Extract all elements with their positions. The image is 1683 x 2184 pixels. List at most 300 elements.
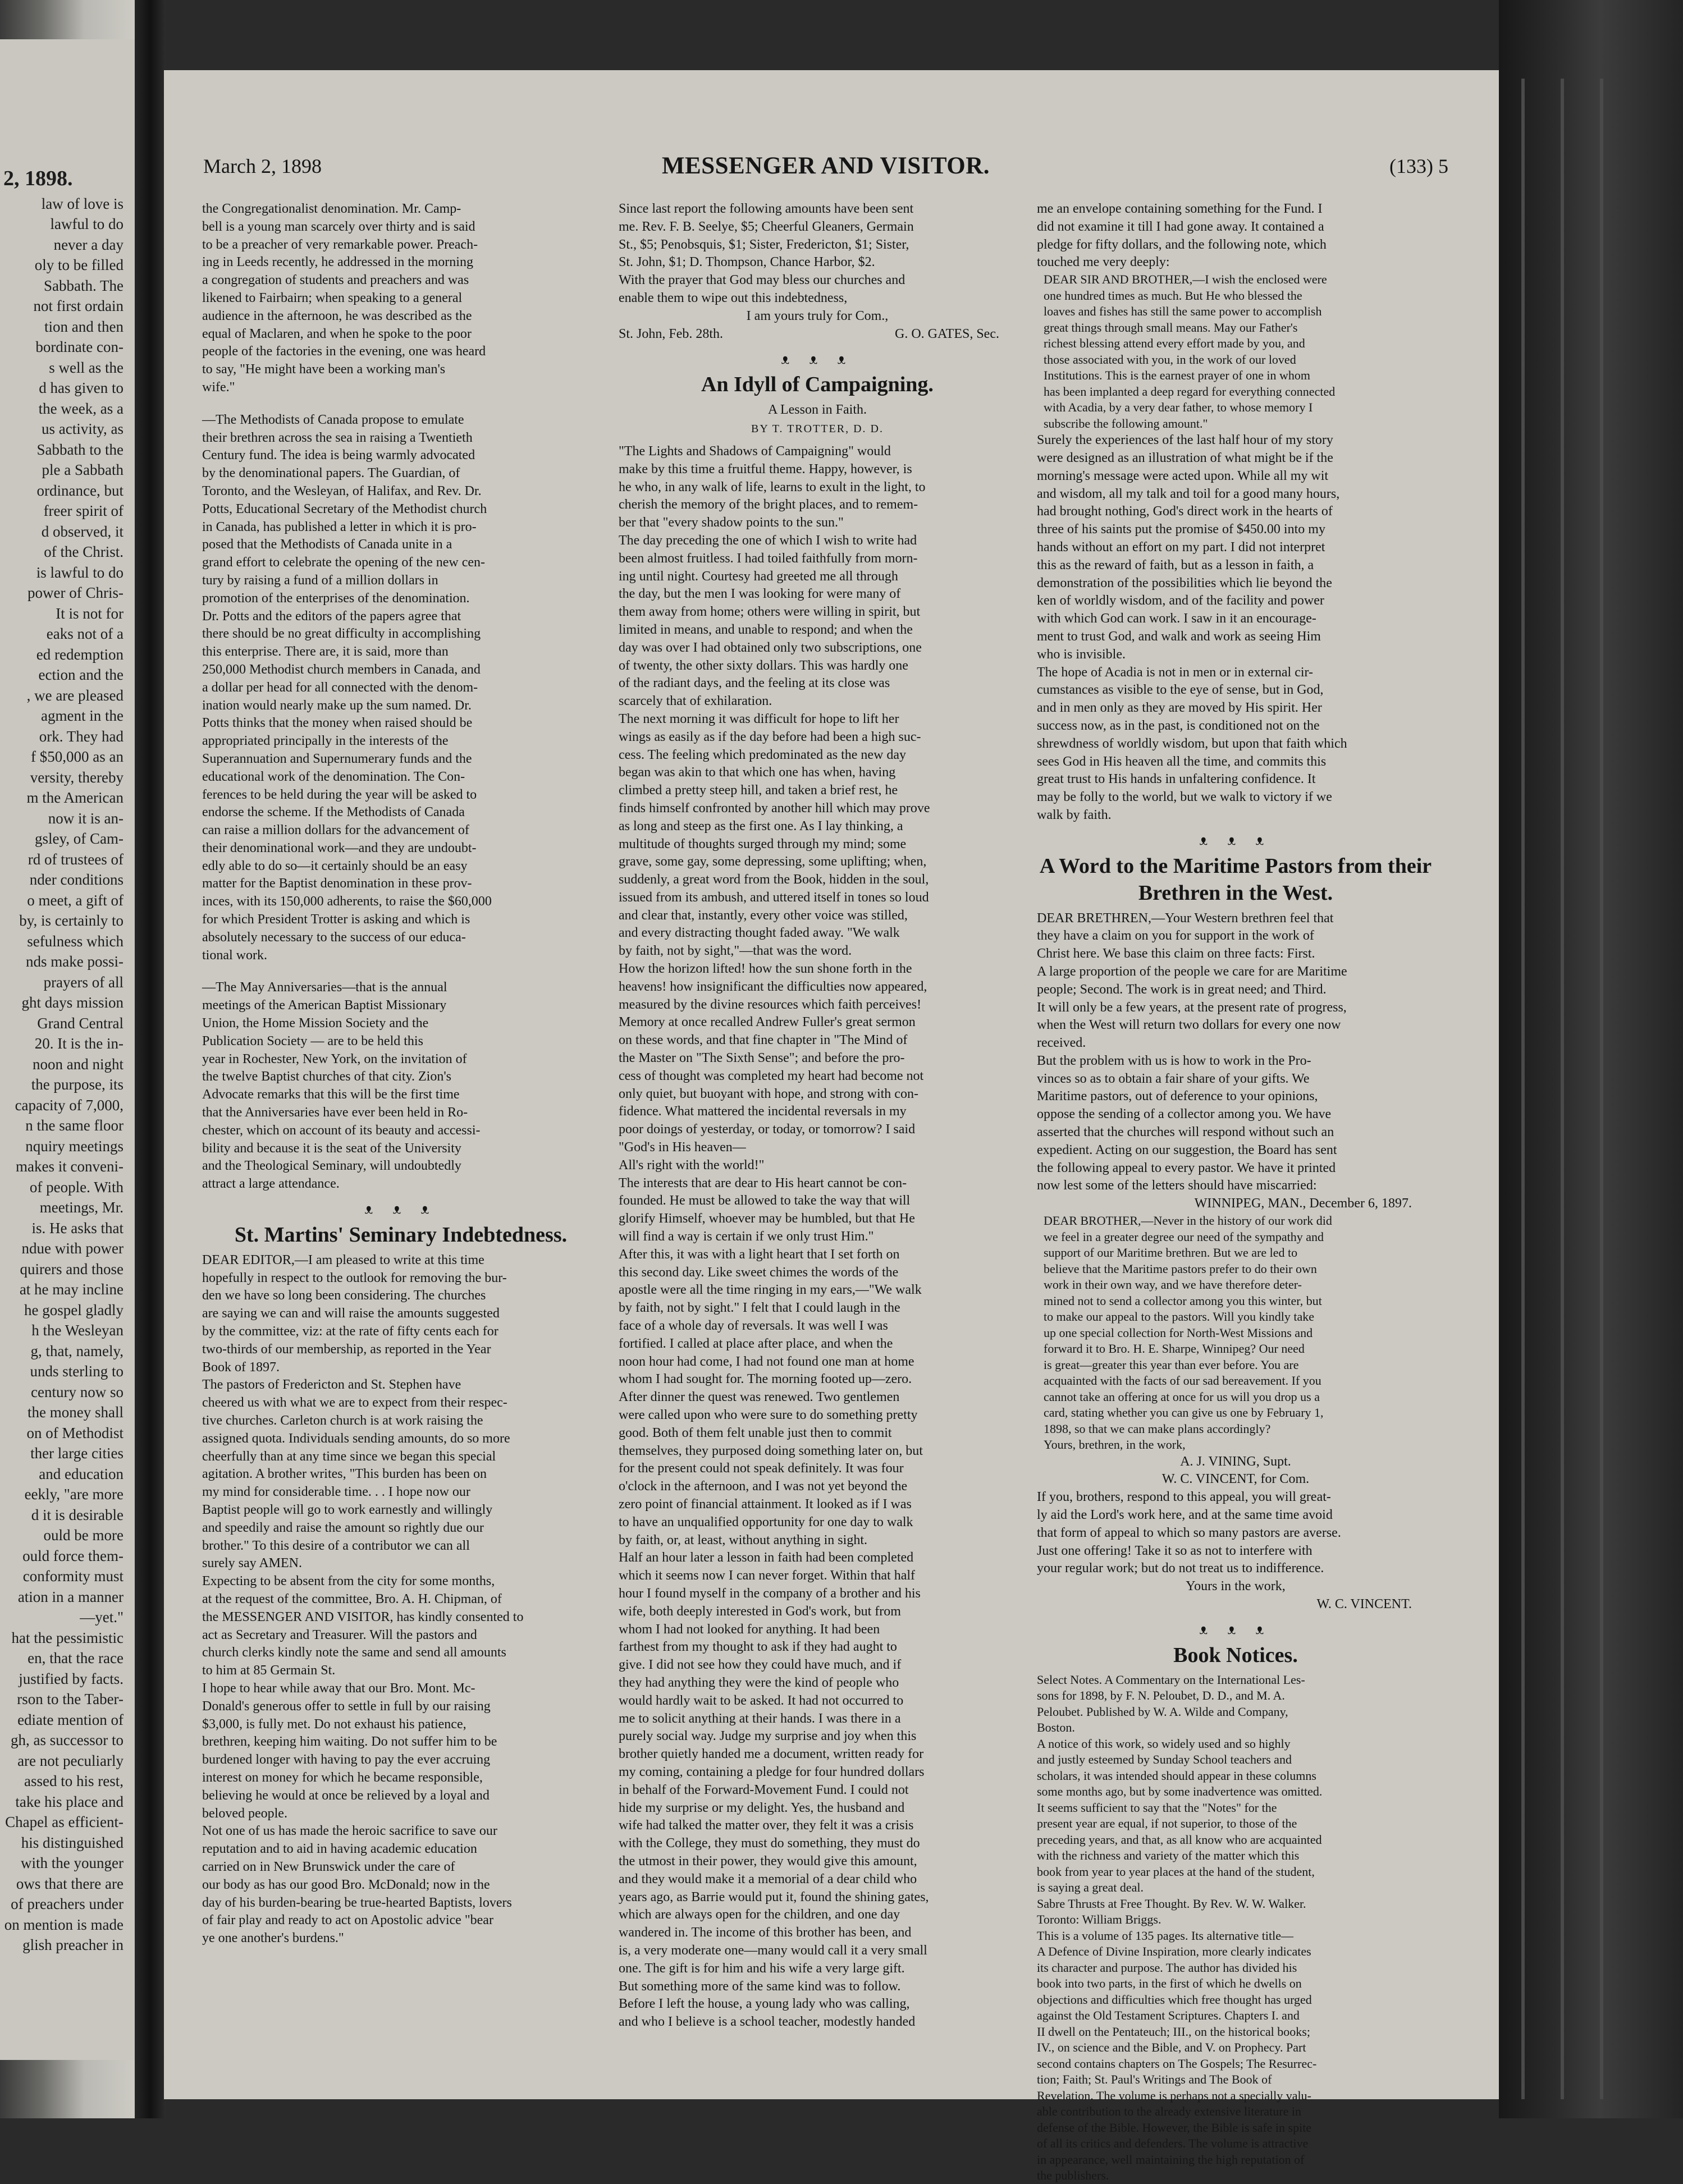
- column-2: [619, 200, 1016, 2031]
- text-line: book into two parts, in the first of which he dwells on: [1037, 1976, 1302, 1991]
- text-line: of fair play and ready to act on Apostolic advice "bear: [202, 1913, 493, 1928]
- previous-page-line: of people. With: [29, 1178, 124, 1196]
- text-line: The day preceding the one of which I wish to write had: [619, 533, 917, 548]
- article-west-continued: [1037, 1489, 1434, 1578]
- text-line: Potts, Educational Secretary of the Methodist church: [202, 501, 487, 516]
- previous-page-line: on of Methodist: [26, 1424, 124, 1441]
- previous-page-line: assed to his rest,: [24, 1773, 124, 1789]
- text-line: pledge for fifty dollars, and the following note, which: [1037, 237, 1327, 252]
- text-line: scarcely that of exhilaration.: [619, 694, 772, 709]
- text-line: those associated with you, in the work of our loved: [1044, 352, 1296, 367]
- masthead: [203, 154, 1448, 188]
- text-line: 250,000 Methodist church members in Canada, and: [202, 662, 481, 677]
- text-line: is saying a great deal.: [1037, 1880, 1144, 1895]
- text-line: ber that "every shadow points to the sun.": [619, 515, 844, 530]
- previous-page-line: power of Chris-: [28, 584, 124, 601]
- text-line: believing he would at once be relieved by a loyal and: [202, 1788, 490, 1803]
- text-line: some months ago, but by some inadvertence was omitted.: [1037, 1784, 1323, 1799]
- text-line: Select Notes. A Commentary on the International Les-: [1037, 1672, 1305, 1687]
- text-line: measured by the divine resources which faith perceives!: [619, 997, 922, 1012]
- text-line: the following appeal to every pastor. We have it printed: [1037, 1160, 1336, 1175]
- text-line: fidence. What mattered the incidental reversals in my: [619, 1104, 907, 1119]
- text-line: believe that the Maritime pastors prefer to do their own: [1044, 1261, 1317, 1276]
- idyll-ending: [1037, 200, 1434, 272]
- text-line: to make our appeal to the pastors. Will you kindly take: [1044, 1310, 1314, 1324]
- previous-page-line: ould force them-: [22, 1547, 124, 1564]
- previous-page-line: bordinate con-: [35, 338, 124, 355]
- text-line: matter for the Baptist denomination in these prov-: [202, 876, 472, 891]
- text-line: audience in the afternoon, he was described as the: [202, 308, 472, 323]
- text-line: its character and purpose. The author has divided his: [1037, 1960, 1297, 1975]
- text-line: equal of Maclaren, and when he spoke to the poor: [202, 326, 472, 341]
- section-ornament: ᴥ ᴥ ᴥ: [781, 350, 854, 368]
- text-line: is great—greater this year than ever before. You are: [1044, 1357, 1299, 1372]
- article-anniversaries: [202, 979, 600, 1193]
- text-line: they have a claim on you for support in the work of: [1037, 928, 1314, 944]
- previous-page-line: d it is desirable: [31, 1506, 124, 1523]
- text-line: as long and steep as the first one. As I lay thinking, a: [619, 818, 903, 834]
- text-line: Yours, brethren, in the work,: [1044, 1437, 1186, 1452]
- previous-page-line: unds sterling to: [30, 1363, 124, 1380]
- text-line: face of a whole day of reversals. It was well I was: [619, 1318, 888, 1334]
- previous-page-line: gh, as successor to: [11, 1732, 124, 1748]
- text-line: did not examine it till I had gone away. It contained a: [1037, 219, 1324, 234]
- text-line: Maritime pastors, out of deference to your opinions,: [1037, 1089, 1318, 1104]
- text-line: a dollar per head for all connected with the denom-: [202, 680, 478, 695]
- text-line: ken of worldly wisdom, and of the facility and power: [1037, 593, 1324, 608]
- text-line: founded. He must be allowed to take the way that will: [619, 1193, 911, 1208]
- previous-page-line: ation in a manner: [17, 1588, 124, 1605]
- text-line: and speedily and raise the amount so rightly due our: [202, 1520, 484, 1535]
- text-line: But the problem with us is how to work in the Pro-: [1037, 1053, 1311, 1068]
- text-line: up one special collection for North-West Missions and: [1044, 1325, 1313, 1340]
- text-line: Peloubet. Published by W. A. Wilde and Company,: [1037, 1704, 1288, 1719]
- text-line: church clerks kindly note the same and send all amounts: [202, 1645, 506, 1660]
- text-line: issued from its ambush, and uttered itself in tones so loud: [619, 890, 929, 905]
- text-line: and they would make it a memorial of a dear child who: [619, 1871, 917, 1887]
- previous-page-line: of the Christ.: [44, 543, 124, 560]
- text-line: richest blessing attend every effort made by you, and: [1044, 336, 1305, 351]
- text-line: But something more of the same kind was to follow.: [619, 1979, 901, 1994]
- text-line: grave, some gay, some depressing, some uplifting; when,: [619, 854, 927, 869]
- previous-page-line: o meet, a gift of: [27, 891, 124, 909]
- article-idyll: [619, 443, 1016, 1139]
- byline: BY T. TROTTER, D. D.: [751, 423, 884, 436]
- text-line: were designed as an illustration of what might be if the: [1037, 450, 1333, 465]
- text-line: able contribution to the already extensive literature in: [1037, 2104, 1301, 2119]
- text-line: hands without an effort on my part. I did not interpret: [1037, 539, 1325, 555]
- text-line: poor doings of yesterday, or today, or tomorrow? I said: [619, 1122, 916, 1137]
- text-line: give. I did not see how they could have much, and if: [619, 1658, 902, 1673]
- text-line: preceding years, and that, as all know who are acquainted: [1037, 1832, 1322, 1847]
- previous-page-line: ple a Sabbath: [42, 461, 124, 478]
- text-line: purely social way. Judge my surprise and joy when this: [619, 1729, 917, 1744]
- text-line: cheered us with what we are to expect from their respec-: [202, 1395, 507, 1411]
- text-line: success now, as in the past, is conditioned not on the: [1037, 718, 1320, 733]
- text-line: A large proportion of the people we care for are Maritime: [1037, 964, 1347, 979]
- text-line: tury by raising a fund of a million dollars in: [202, 573, 438, 588]
- text-line: beloved people.: [202, 1806, 287, 1821]
- text-line: enable them to wipe out this indebtedness,: [619, 290, 848, 305]
- column-3: [1037, 200, 1434, 2184]
- previous-page-line: f $50,000 as an: [31, 748, 124, 765]
- previous-page-line: nder conditions: [29, 871, 124, 888]
- text-line: good. Both of them felt unable just then to commit: [619, 1425, 892, 1440]
- previous-page-line: noon and night: [33, 1055, 124, 1073]
- text-line: brethren, keeping him waiting. Do not suffer him to be: [202, 1734, 497, 1750]
- text-line: promotion of the enterprises of the denomination.: [202, 590, 470, 606]
- previous-page-line: ed redemption: [36, 645, 124, 663]
- text-line: chester, which on account of its beauty and accessi-: [202, 1123, 481, 1138]
- text-line: expedient. Acting on our suggestion, the Board has sent: [1037, 1142, 1337, 1157]
- text-line: Donald's generous offer to settle in full by our raising: [202, 1698, 491, 1714]
- previous-page-line: is. He asks that: [31, 1219, 124, 1237]
- text-line: I hope to hear while away that our Bro. Mont. Mc-: [202, 1681, 475, 1696]
- heading-book-notices: Book Notices.: [1173, 1643, 1298, 1667]
- letter-body: [1037, 1213, 1434, 1453]
- text-line: for which President Trotter is asking and which is: [202, 912, 470, 927]
- previous-page-line: and education: [39, 1465, 124, 1482]
- text-line: in Canada, has published a letter in which it is pro-: [202, 519, 477, 534]
- previous-page-line: are not peculiarly: [17, 1752, 124, 1769]
- text-line: Before I left the house, a young lady who was calling,: [619, 1997, 910, 2012]
- text-line: two-thirds of our membership, as reported in the Year: [202, 1341, 491, 1357]
- signoff: I am yours truly for Com.,: [746, 308, 889, 323]
- text-line: and justly esteemed by Sunday School teachers and: [1037, 1752, 1292, 1767]
- text-line: sons for 1898, by F. N. Peloubet, D. D., and M. A.: [1037, 1688, 1285, 1703]
- text-line: for the present could not speak definitely. It was four: [619, 1461, 904, 1476]
- text-line: cumstances as visible to the eye of sense, but in God,: [1037, 683, 1324, 698]
- text-line: multitude of thoughts surged through my mind; some: [619, 836, 907, 851]
- text-line: whom I had sought for. The morning footed up—zero.: [619, 1372, 912, 1387]
- previous-page-line: gsley, of Cam-: [35, 830, 124, 847]
- previous-page-line: d observed, it: [41, 523, 124, 540]
- text-line: burdened longer with having to pay the ever accruing: [202, 1752, 491, 1768]
- previous-page-line: conformity must: [22, 1568, 124, 1585]
- previous-page-line: , we are pleased: [26, 686, 124, 704]
- text-line: card, stating whether you can give us one by February 1,: [1044, 1405, 1324, 1420]
- text-line: themselves, they purposed doing something later on, but: [619, 1443, 923, 1458]
- text-line: is, a very moderate one—many would call it a very small: [619, 1943, 927, 1958]
- previous-page-line: It is not for: [56, 605, 124, 622]
- text-line: the Congregationalist denomination. Mr. Camp-: [202, 202, 461, 216]
- previous-page-line: ection and the: [38, 666, 124, 683]
- text-line: he who, in any walk of life, learns to exult in the light, to: [619, 479, 926, 495]
- text-line: St. John, $1; D. Thompson, Chance Harbor, $2.: [619, 255, 875, 270]
- previous-page-line: m the American: [26, 789, 124, 806]
- text-line: wife, both deeply interested in God's work, but from: [619, 1604, 901, 1619]
- text-line: touched me very deeply:: [1037, 255, 1170, 270]
- previous-page-line: rd of trustees of: [28, 850, 124, 868]
- text-line: only quiet, but buoyant with hope, and strong with con-: [619, 1086, 918, 1101]
- text-line: cess. The feeling which predominated as the new day: [619, 747, 907, 762]
- previous-page-line: en, that the race: [28, 1650, 124, 1666]
- text-line: the publishers.: [1037, 2168, 1109, 2183]
- previous-page-line: —yet.": [80, 1609, 124, 1626]
- text-line: noon hour had come, I had not found one man at home: [619, 1354, 914, 1369]
- text-line: they had anything they were the kind of people who: [619, 1675, 899, 1690]
- text-line: climbed a pretty steep hill, and taken a brief rest, he: [619, 783, 898, 798]
- idyll-closing: [1037, 432, 1434, 825]
- text-line: surely say AMEN.: [202, 1556, 302, 1571]
- text-line: ly aid the Lord's work here, and at the same time avoid: [1037, 1507, 1333, 1522]
- text-line: and wisdom, all my talk and toil for a good many hours,: [1037, 486, 1340, 501]
- text-line: demonstration of the possibilities which lie beyond the: [1037, 575, 1332, 590]
- text-line: year in Rochester, New York, on the invitation of: [202, 1051, 467, 1066]
- text-line: wife had talked the matter over, they felt it was a crisis: [619, 1818, 914, 1833]
- previous-page-line: s well as the: [49, 359, 124, 376]
- text-line: agitation. A brother writes, "This burden has been on: [202, 1467, 487, 1482]
- text-line: Dr. Potts and the editors of the papers agree that: [202, 608, 461, 624]
- text-line: which it seems now I can never forget. Within that half: [619, 1568, 915, 1583]
- text-line: whom I had not looked for anything. It had been: [619, 1622, 880, 1637]
- text-line: oppose the sending of a collector among you. We have: [1037, 1107, 1332, 1122]
- text-line: tion; Faith; St. Paul's Writings and The Book of: [1037, 2072, 1272, 2087]
- text-line: and the Theological Seminary, will undoubtedly: [202, 1159, 461, 1174]
- article-idyll-continued: [619, 1175, 1016, 2031]
- previous-page-line: his distinguished: [21, 1834, 124, 1851]
- text-line: "The Lights and Shadows of Campaigning" would: [619, 443, 891, 459]
- text-line: finds himself confronted by another hill which may prove: [619, 800, 930, 816]
- text-line: hour I found myself in the company of a brother and his: [619, 1586, 921, 1601]
- text-line: bility and because it is the seat of the University: [202, 1141, 461, 1156]
- previous-page-line: rson to the Taber-: [17, 1691, 124, 1707]
- text-line: ye one another's burdens.": [202, 1931, 344, 1946]
- text-line: to have an unqualified opportunity for one day to walk: [619, 1514, 913, 1530]
- text-line: Since last report the following amounts have been sent: [619, 202, 914, 216]
- text-line: this as the reward of faith, but as a lesson in faith, a: [1037, 557, 1314, 573]
- west-signature: W. C. VINCENT.: [1316, 1596, 1412, 1611]
- text-line: endorse the scheme. If the Methodists of Canada: [202, 805, 465, 820]
- previous-page-line: he gospel gladly: [24, 1301, 124, 1318]
- previous-page-line: eekly, "are more: [24, 1486, 124, 1503]
- text-line: Baptist people will go to work earnestly and willingly: [202, 1502, 493, 1517]
- text-line: shrewdness of worldly wisdom, but upon that faith which: [1037, 736, 1347, 751]
- previous-page-line: tion and then: [44, 318, 124, 335]
- text-line: sees God in His heaven all the time, and commits this: [1037, 754, 1327, 769]
- previous-page-line: capacity of 7,000,: [15, 1096, 124, 1114]
- text-line: Advocate remarks that this will be the first time: [202, 1087, 460, 1102]
- previous-page-line: not first ordain: [33, 297, 124, 314]
- previous-page-fragment: [0, 39, 135, 2060]
- text-line: who is invisible.: [1037, 647, 1126, 662]
- letter-signature-vincent: W. C. VINCENT, for Com.: [1161, 1472, 1310, 1487]
- text-line: The interests that are dear to His heart cannot be con-: [619, 1175, 907, 1191]
- text-line: me. Rev. F. B. Seelye, $5; Cheerful Gleaners, Germain: [619, 219, 914, 234]
- text-line: in behalf of the Forward-Movement Fund. I could not: [619, 1782, 909, 1797]
- text-line: loaves and fishes has still the same power to accomplish: [1044, 304, 1322, 319]
- section-ornament: ᴥ ᴥ ᴥ: [1199, 1620, 1272, 1638]
- text-line: zero point of financial attainment. It looked as if I was: [619, 1496, 912, 1512]
- section-ornament: ᴥ ᴥ ᴥ: [364, 1200, 437, 1218]
- text-line: there should be no great difficulty in accomplishing: [202, 626, 481, 642]
- text-line: morning's message were acted upon. While all my wit: [1037, 468, 1329, 483]
- text-line: How the horizon lifted! how the sun shone forth in the: [619, 961, 912, 977]
- section-ornament: ᴥ ᴥ ᴥ: [1199, 831, 1272, 849]
- text-line: —The Methodists of Canada propose to emulate: [202, 412, 464, 427]
- previous-page-line: nds make possi-: [26, 953, 124, 970]
- west-closing: Yours in the work,: [1186, 1579, 1286, 1594]
- text-line: o'clock in the afternoon, and I was not yet beyond the: [619, 1479, 908, 1494]
- previous-page-line: at he may incline: [19, 1281, 124, 1298]
- previous-page-line: nquiry meetings: [25, 1137, 124, 1155]
- text-line: by faith, or, at least, without anything in sight.: [619, 1532, 867, 1547]
- place-date: St. John, Feb. 28th.: [619, 326, 724, 341]
- text-line: the day, but the men I was looking for were many of: [619, 587, 901, 602]
- text-line: educational work of the denomination. The Con-: [202, 769, 465, 784]
- previous-page-line: never a day: [53, 236, 124, 253]
- text-line: Boston.: [1037, 1720, 1075, 1735]
- previous-page-line: now it is an-: [48, 809, 124, 827]
- article-continued: [202, 200, 600, 397]
- text-line: Potts thinks that the money when raised should be: [202, 716, 473, 731]
- text-line: that the Anniversaries have ever been held in Ro-: [202, 1105, 468, 1120]
- text-line: Just one offering! Take it so as not to interfere with: [1037, 1543, 1312, 1558]
- text-line: grand effort to celebrate the opening of the new cen-: [202, 555, 485, 570]
- text-line: Superannuation and Supernumerary funds and the: [202, 751, 472, 766]
- text-line: the MESSENGER AND VISITOR, has kindly consented to: [202, 1609, 524, 1624]
- text-line: by faith, not by sight,"—that was the word.: [619, 944, 852, 959]
- text-line: great things through small means. May our Father's: [1044, 320, 1298, 335]
- text-line: great trust to His hands in unfaltering confidence. It: [1037, 772, 1316, 787]
- text-line: are saying we can and will raise the amounts suggested: [202, 1306, 500, 1321]
- text-line: to him at 85 Germain St.: [202, 1663, 336, 1678]
- text-line: can raise a million dollars for the advancement of: [202, 823, 469, 838]
- text-line: day was over I had obtained only two subscriptions, one: [619, 640, 922, 655]
- article-seminary: [202, 1252, 600, 1948]
- text-line: den we have so long been considering. The churches: [202, 1288, 486, 1303]
- text-line: glorify Himself, whoever may be humbled, but that He: [619, 1211, 915, 1226]
- previous-page-line: meetings, Mr.: [39, 1199, 124, 1216]
- text-line: may be folly to the world, but we walk to victory if we: [1037, 790, 1332, 805]
- article-west: [1037, 910, 1434, 1196]
- text-line: has been implanted a deep regard for everything connected: [1044, 384, 1336, 399]
- text-line: by the denominational papers. The Guardian, of: [202, 466, 460, 481]
- text-line: After dinner the quest was renewed. Two gentlemen: [619, 1390, 900, 1405]
- heading-idyll: An Idyll of Campaigning.: [701, 373, 934, 397]
- previous-page-line: h the Wesleyan: [31, 1322, 124, 1339]
- previous-page-header: 2, 1898.: [3, 167, 73, 190]
- text-line: assigned quota. Individuals sending amounts, do so more: [202, 1431, 510, 1446]
- text-line: people; Second. The work is in great need; and Third.: [1037, 982, 1327, 997]
- previous-page-line: agment in the: [41, 707, 124, 724]
- previous-page-line: ork. They had: [39, 727, 124, 745]
- text-line: me an envelope containing something for the Fund. I: [1037, 202, 1323, 216]
- previous-page-line: the purpose, its: [31, 1076, 124, 1093]
- text-line: Union, the Home Mission Society and the: [202, 1016, 429, 1031]
- text-line: me to solicit anything at their hands. I was there in a: [619, 1711, 901, 1726]
- text-line: attract a large attendance.: [202, 1176, 340, 1192]
- text-line: the utmost in their power, they would give this amount,: [619, 1853, 917, 1869]
- article-methodists: [202, 411, 600, 965]
- newspaper-title: MESSENGER AND VISITOR.: [661, 153, 990, 179]
- text-line: heavens! how insignificant the difficulties now appeared,: [619, 979, 927, 994]
- previous-page-line: Sabbath to the: [36, 441, 124, 458]
- previous-page-line: Sabbath. The: [44, 277, 124, 294]
- text-line: fortified. I called at place after place, and when the: [619, 1336, 893, 1351]
- text-line: bell is a young man scarcely over thirty and is said: [202, 219, 475, 234]
- text-line: of the radiant days, and the feeling at its close was: [619, 676, 890, 691]
- issue-date: March 2, 1898: [203, 155, 322, 177]
- text-line: "God's in His heaven—: [619, 1140, 746, 1155]
- text-line: with the richness and variety of the matter which this: [1037, 1848, 1300, 1863]
- text-line: Half an hour later a lesson in faith had been completed: [619, 1550, 914, 1565]
- text-line: scholars, it was intended should appear in these columns: [1037, 1768, 1316, 1783]
- text-line: cess of thought was completed my heart had become not: [619, 1068, 924, 1083]
- previous-page-line: quirers and those: [20, 1260, 124, 1278]
- text-line: and every distracting thought faded away. "We walk: [619, 926, 900, 941]
- previous-page-line: law of love is: [41, 195, 124, 212]
- previous-page-line: take his place and: [15, 1793, 124, 1810]
- text-line: brother." To this desire of a contributor we can all: [202, 1538, 470, 1553]
- text-line: of all its critics and defenders. The volume is attractive: [1037, 2136, 1309, 2151]
- text-line: with the College, they must do something, they must do: [619, 1836, 920, 1851]
- text-line: had brought nothing, God's direct work in the hearts of: [1037, 504, 1333, 519]
- subheading-lesson: A Lesson in Faith.: [767, 402, 867, 418]
- text-line: The pastors of Fredericton and St. Stephen have: [202, 1377, 461, 1393]
- text-line: A Defence of Divine Inspiration, more clearly indicates: [1037, 1944, 1311, 1959]
- previous-page-line: ndue with power: [21, 1240, 124, 1257]
- text-line: a congregation of students and preachers and was: [202, 273, 469, 288]
- column-1: [202, 200, 600, 1948]
- text-line: edly able to do so—it certainly should be an easy: [202, 858, 468, 873]
- previous-page-line: is lawful to do: [36, 564, 124, 581]
- previous-page-line: the week, as a: [38, 400, 124, 417]
- text-line: this second day. Like sweet chimes the words of the: [619, 1265, 899, 1280]
- previous-page-line: 20. It is the in-: [34, 1035, 124, 1052]
- previous-page-line: sefulness which: [27, 932, 124, 950]
- previous-page-line: with the younger: [21, 1855, 124, 1871]
- text-line: $3,000, is fully met. Do not exhaust his patience,: [202, 1716, 467, 1732]
- text-line: It will only be a few years, at the present rate of progress,: [1037, 1000, 1347, 1015]
- quoted-note: [1037, 272, 1434, 432]
- text-line: Not one of us has made the heroic sacrifice to save our: [202, 1824, 497, 1839]
- text-line: It seems sufficient to say that the "Notes" for the: [1037, 1800, 1277, 1815]
- text-line: your regular work; but do not treat us to indifference.: [1037, 1561, 1324, 1576]
- previous-page-line: ther large cities: [30, 1445, 124, 1462]
- text-line: meetings of the American Baptist Missionary: [202, 998, 447, 1013]
- previous-page-line: g, that, namely,: [30, 1342, 124, 1359]
- text-line: defense of the Bible. However, the Bible is safe in spite: [1037, 2120, 1312, 2135]
- text-line: their denominational work—and they are undoubt-: [202, 840, 477, 855]
- previous-page-line: versity, thereby: [30, 768, 124, 786]
- text-line: Memory at once recalled Andrew Fuller's great sermon: [619, 1015, 916, 1030]
- text-line: Publication Society — are to be held this: [202, 1033, 423, 1048]
- text-line: inces, with its 150,000 adherents, to raise the $60,000: [202, 894, 492, 909]
- letter-signature-vining: A. J. VINING, Supt.: [1180, 1454, 1291, 1469]
- book-notices-body: [1037, 1672, 1434, 2184]
- text-line: against the Old Testament Scriptures. Chapters I. and: [1037, 2008, 1300, 2023]
- text-line: apostle were all the time ringing in my ears,—"We walk: [619, 1283, 922, 1298]
- previous-page-line: Grand Central: [37, 1014, 124, 1032]
- acknowledgment-list: [619, 200, 1016, 308]
- text-line: absolutely necessary to the success of our educa-: [202, 930, 466, 945]
- previous-page-line: on mention is made: [4, 1916, 124, 1933]
- text-line: II dwell on the Pentateuch; III., on the historical books;: [1037, 2024, 1310, 2039]
- text-line: one. The gift is for him and his wife a very large gift.: [619, 1961, 905, 1976]
- text-line: After this, it was with a light heart that I set forth on: [619, 1247, 900, 1262]
- previous-page-line: ows that there are: [16, 1875, 124, 1892]
- text-line: brother quietly handed me a document, written ready for: [619, 1747, 924, 1762]
- text-line: years ago, as Barrie would put it, found the shining gates,: [619, 1889, 929, 1904]
- text-line: Institutions. This is the earnest prayer of one in whom: [1044, 368, 1310, 383]
- text-line: Expecting to be absent from the city for some months,: [202, 1574, 495, 1589]
- previous-page-text: [0, 194, 135, 1956]
- text-line: began was akin to that which one has when, having: [619, 765, 896, 780]
- text-line: DEAR SIR AND BROTHER,—I wish the enclosed were: [1044, 272, 1327, 287]
- text-line: and who I believe is a school teacher, modestly handed: [619, 2014, 916, 2030]
- text-line: to be a preacher of very remarkable power. Preach-: [202, 237, 478, 252]
